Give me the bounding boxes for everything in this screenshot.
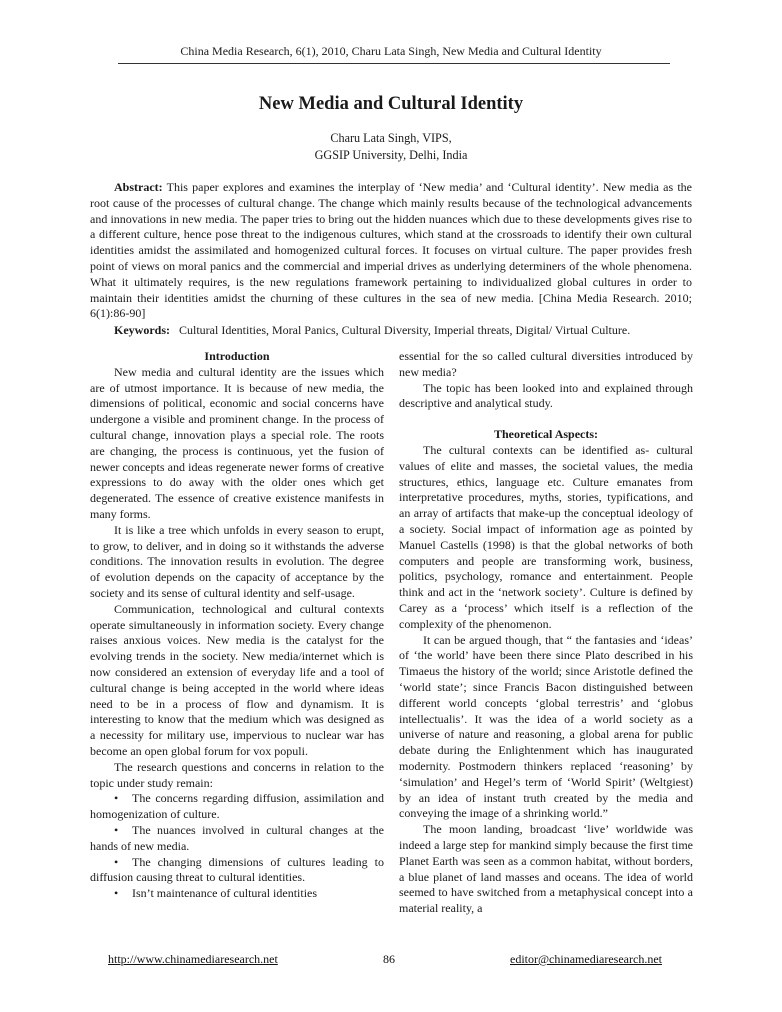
abstract-text: This paper explores and examines the interplay of ‘New media’ and ‘Cultural identity’. New media as the root cause of the processes of cultural change. The change which mainly results because of the technological advancements and innovations in new media. The paper tries to bring out the hidden nuances which due to these developments gives rise to a different culture, hence pose threat to the indigenous cultures, which stand at the crossroads to identify their own cultural identities amidst the assimilated and homogenized cultural forces. It focuses on virtual culture. The paper provides fresh point of views on moral panics and the commercial and imperial drives as underlying determiners of the whole phenomena. What it ultimately requires, is the new regulations framework pertaining to individualized global cultures in order to maintain their identities amidst the churning of these cultures in the sea of new media. [China Media Research. 2010; 6(1):86-90] [90,180,692,321]
list-item: • Isn’t maintenance of cultural identities [114,886,318,901]
abstract [90,180,692,322]
paragraph: The topic has been looked into and explained through descriptive and analytical study. [399,380,693,411]
keywords-label: Keywords: [114,323,170,337]
running-header: China Media Research, 6(1), 2010, Charu Lata Singh, New Media and Cultural Identity [180,44,602,58]
paragraph: essential for the so called cultural diversities introduced by new media? [399,349,693,379]
website-link[interactable]: http://www.chinamediaresearch.net [108,952,278,966]
paragraph: The moon landing, broadcast ‘live’ worldwide was indeed a large step for mankind simply because the first time Planet Earth was seen as a common habitat, without borders, a blue planet of land masses and oceans. The idea of world seemed to have switched from a metaphysical concept into a material reality, a [399,822,693,916]
author-name: Charu Lata Singh, VIPS, [330,131,452,145]
paragraph: New media and cultural identity are the issues which are of utmost importance. It is because of new media, the dimensions of political, economic and social concerns have undergone a visible and prominent change. In the process of cultural change, innovation plays a special role. The roots are changing, the process is continuous, yet the fusion of newer concepts and ideas regenerate newer forms of creative expressions to do away with the older ones which get degenerated. The essence of creative existence manifests in many forms. [90,364,384,521]
paragraph: It can be argued though, that “ the fantasies and ‘ideas’ of ‘the world’ have been there since Plato described in his Timaeus the history of the world; since Aristotle defined the ‘world state’; since Francis Bacon distinguished between different world concepts ‘global terrestris’ and ‘globus intellectualis’. It was the idea of a world society as a universe of nature and reasoning, a global arena for public debate during the Enlightenment which has inaugurated modernity. Postmodern thinkers replaced ‘reasoning’ by ‘simulation’ and Hegel’s term of ‘World Spirit’ (Weltgiest) by an idea of instant truth created by the media and conveying the image of a shrinking world.” [399,632,693,821]
keywords [114,322,694,338]
header-rule [118,63,670,64]
bullet-icon: • [114,854,119,869]
paragraph: The cultural contexts can be identified as- cultural values of elite and masses, the societal values, the media structures, ethics, language etc. Culture emanates from interpretative procedures, myths, stories, typifications, and an array of artifacts that make-up the conceptual ideology of a society. Social impact of information age as pointed by Manuel Castells (1998) is that the global networks of both computers and people are transforming work, business, politics, psychology, romance and entertainment. People think and act in the ‘network society’. Culture is defined by Carey as a ‘process’ which itself is a reflection of the complexity of the phenomenon. [399,442,693,631]
paragraph: It is like a tree which unfolds in every season to erupt, to grow, to deliver, and in doing so it withstands the adverse conditions. The innovation results in evolution. The degree of evolution depends on the capacity of acceptance by the society and its sense of cultural identity and self-usage. [90,522,384,600]
bullet-icon: • [114,791,119,806]
footer-website [108,952,278,967]
list-item: • The concerns regarding diffusion, assimilation and homogenization of culture. [90,791,384,822]
bullet-icon: • [114,886,119,901]
paper-title: New Media and Cultural Identity [258,94,524,114]
page-number: 86 [383,952,395,966]
keywords-text: Cultural Identities, Moral Panics, Cultural Diversity, Imperial threats, Digital/ Virtual Culture. [179,323,631,337]
section-heading-introduction: Introduction [204,349,270,363]
footer-email [510,952,662,967]
paragraph: The research questions and concerns in relation to the topic under study remain: [90,759,384,790]
abstract-label: Abstract: [114,180,163,194]
author-block [0,130,782,163]
research-questions-list [90,791,384,902]
list-item: • The nuances involved in cultural changes at the hands of new media. [90,822,384,853]
email-link[interactable]: editor@chinamediaresearch.net [510,952,662,966]
right-column [399,349,693,917]
left-column [90,349,384,902]
author-affiliation: GGSIP University, Delhi, India [314,147,468,162]
list-item: • The changing dimensions of cultures leading to diffusion causing threat to cultural identities. [90,854,384,885]
bullet-icon: • [114,822,119,837]
paragraph: Communication, technological and cultural contexts operate simultaneously in information society. Every change raises anxious voices. New media is the catalyst for the evolving trends in the society. New media/internet which is now considered an extension of everyday life and a tool of cultural change is being accepted in the world where ideas need to be in a process of flow and dynamism. It is interesting to know that the medium which was designed as a necessity for military use, impervious to nuclear war has become an open global forum for vox populi. [90,601,384,758]
section-heading-theoretical-aspects: Theoretical Aspects: [493,427,599,442]
